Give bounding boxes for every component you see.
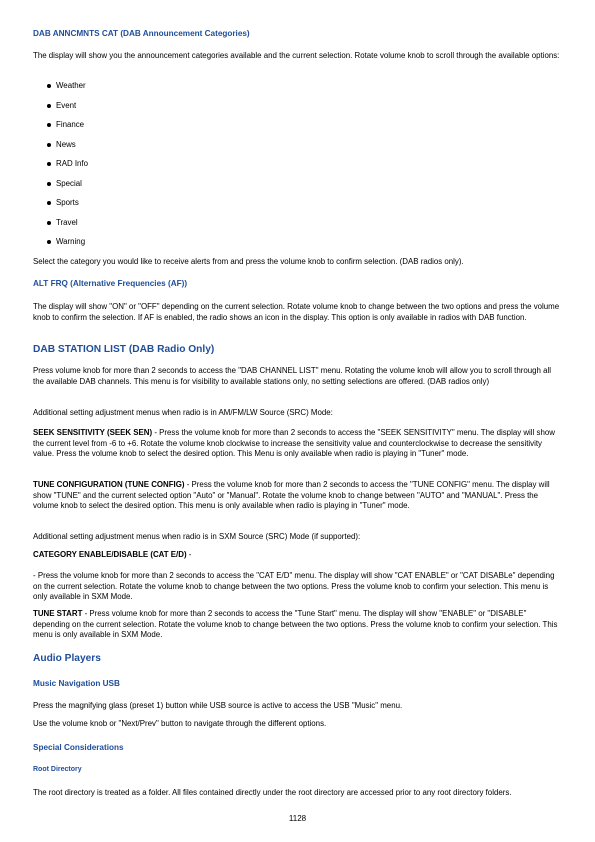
- tune-start-label: TUNE START: [33, 609, 83, 618]
- list-item: Sports: [47, 198, 88, 218]
- subheading-special-considerations: Special Considerations: [33, 743, 124, 752]
- paragraph-sxm-intro: Additional setting adjustment menus when radio is in SXM Source (SRC) Mode (if supported):: [33, 532, 361, 541]
- bullet-icon: [47, 201, 51, 205]
- list-item: Finance: [47, 120, 88, 140]
- section-heading-dab-anncmnts: DAB ANNCMNTS CAT (DAB Announcement Categories): [33, 29, 250, 38]
- list-item: News: [47, 140, 88, 160]
- bullet-icon: [47, 221, 51, 225]
- bullet-icon: [47, 143, 51, 147]
- paragraph-root-directory: The root directory is treated as a folder. All files contained directly under the root directory are accessed prior to any root directory folders.: [33, 788, 512, 797]
- tune-configuration-label: TUNE CONFIGURATION (TUNE CONFIG): [33, 480, 185, 489]
- bullet-icon: [47, 84, 51, 88]
- bullet-icon: [47, 182, 51, 186]
- paragraph-tune-start: TUNE START - Press volume knob for more than 2 seconds to access the "Tune Start" menu. The display will show "ENABLE" or "DISABLE" depending on the current selection. Rotate the volume knob to change between the two options. Press the volume knob to confirm your selection. This menu is only available in SXM Mode.: [33, 609, 558, 640]
- announcement-category-list: [47, 81, 88, 257]
- paragraph-category-enable-disable-heading: CATEGORY ENABLE/DISABLE (CAT E/D) -: [33, 550, 192, 559]
- paragraph-music-navigation-2: Use the volume knob or "Next/Prev" button to navigate through the different options.: [33, 719, 327, 728]
- bullet-icon: [47, 240, 51, 244]
- paragraph-dab-anncmnts-intro: The display will show you the announcement categories available and the current selection. Rotate volume knob to scroll through the available options:: [33, 51, 560, 60]
- seek-sensitivity-label: SEEK SENSITIVITY (SEEK SEN): [33, 428, 153, 437]
- list-item: Weather: [47, 81, 88, 101]
- bullet-icon: [47, 162, 51, 166]
- section-heading-alt-frq: ALT FRQ (Alternative Frequencies (AF)): [33, 279, 188, 288]
- paragraph-am-fm-intro: Additional setting adjustment menus when radio is in AM/FM/LW Source (SRC) Mode:: [33, 408, 333, 417]
- list-item: RAD Info: [47, 159, 88, 179]
- category-enable-disable-label: CATEGORY ENABLE/DISABLE (CAT E/D): [33, 550, 187, 559]
- subheading-root-directory: Root Directory: [33, 766, 82, 773]
- list-item: Warning: [47, 237, 88, 257]
- paragraph-category-enable-disable: - Press the volume knob for more than 2 seconds to access the "CAT E/D" menu. The display will show "CAT ENABLE" or "CAT DISABLe" depending on the current selection. Rotate the volume knob to change between the two options. Press the volume knob to confirm your selection. This menu is only available in SXM Mode.: [33, 571, 555, 602]
- list-item: Travel: [47, 218, 88, 238]
- section-heading-dab-station-list: DAB STATION LIST (DAB Radio Only): [33, 344, 215, 355]
- paragraph-dab-station-list: Press volume knob for more than 2 seconds to access the "DAB CHANNEL LIST" menu. Rotating the volume knob will allow you to scroll through all the available DAB channels. This menu is for visibility to available stations only, no setting selections are offered. (DAB radios only): [33, 366, 552, 386]
- paragraph-dab-anncmnts-outro: Select the category you would like to receive alerts from and press the volume knob to confirm selection. (DAB radios only).: [33, 257, 464, 266]
- bullet-icon: [47, 104, 51, 108]
- paragraph-tune-configuration: TUNE CONFIGURATION (TUNE CONFIG) - Press the volume knob for more than 2 seconds to access the "TUNE CONFIG" menu. The display will show "TUNE" and the current selected option "Auto" or "Manual". Rotate the volume knob to change between "AUTO" and "MANUAL". Press the volume knob to select the desired option. This menu is only available when radio is playing in "Tuner" mode.: [33, 480, 550, 511]
- paragraph-music-navigation-1: Press the magnifying glass (preset 1) button while USB source is active to access the USB "Music" menu.: [33, 701, 403, 710]
- paragraph-alt-frq: The display will show "ON" or "OFF" depending on the current selection. Rotate volume knob to change between the two options and press the volume knob to confirm the selection. If AF is enabled, the radio shows an icon in the display. This option is only available in radios with DAB function.: [33, 302, 560, 322]
- section-heading-audio-players: Audio Players: [33, 653, 101, 664]
- bullet-icon: [47, 123, 51, 127]
- paragraph-seek-sensitivity: SEEK SENSITIVITY (SEEK SEN) - Press the volume knob for more than 2 seconds to access the "SEEK SENSITIVITY" menu. The display will show the current level from -6 to +6. Rotate the volume knob clockwise to increase the sensitivity value and counterclockwise to decrease the sensitivity value. Press the volume knob to select the desired option. This Menu is only available when radio is playing in "Tuner" mode.: [33, 428, 555, 459]
- subheading-music-navigation-usb: Music Navigation USB: [33, 679, 120, 688]
- list-item: Special: [47, 179, 88, 199]
- page-number: 1128: [288, 814, 307, 823]
- list-item: Event: [47, 101, 88, 121]
